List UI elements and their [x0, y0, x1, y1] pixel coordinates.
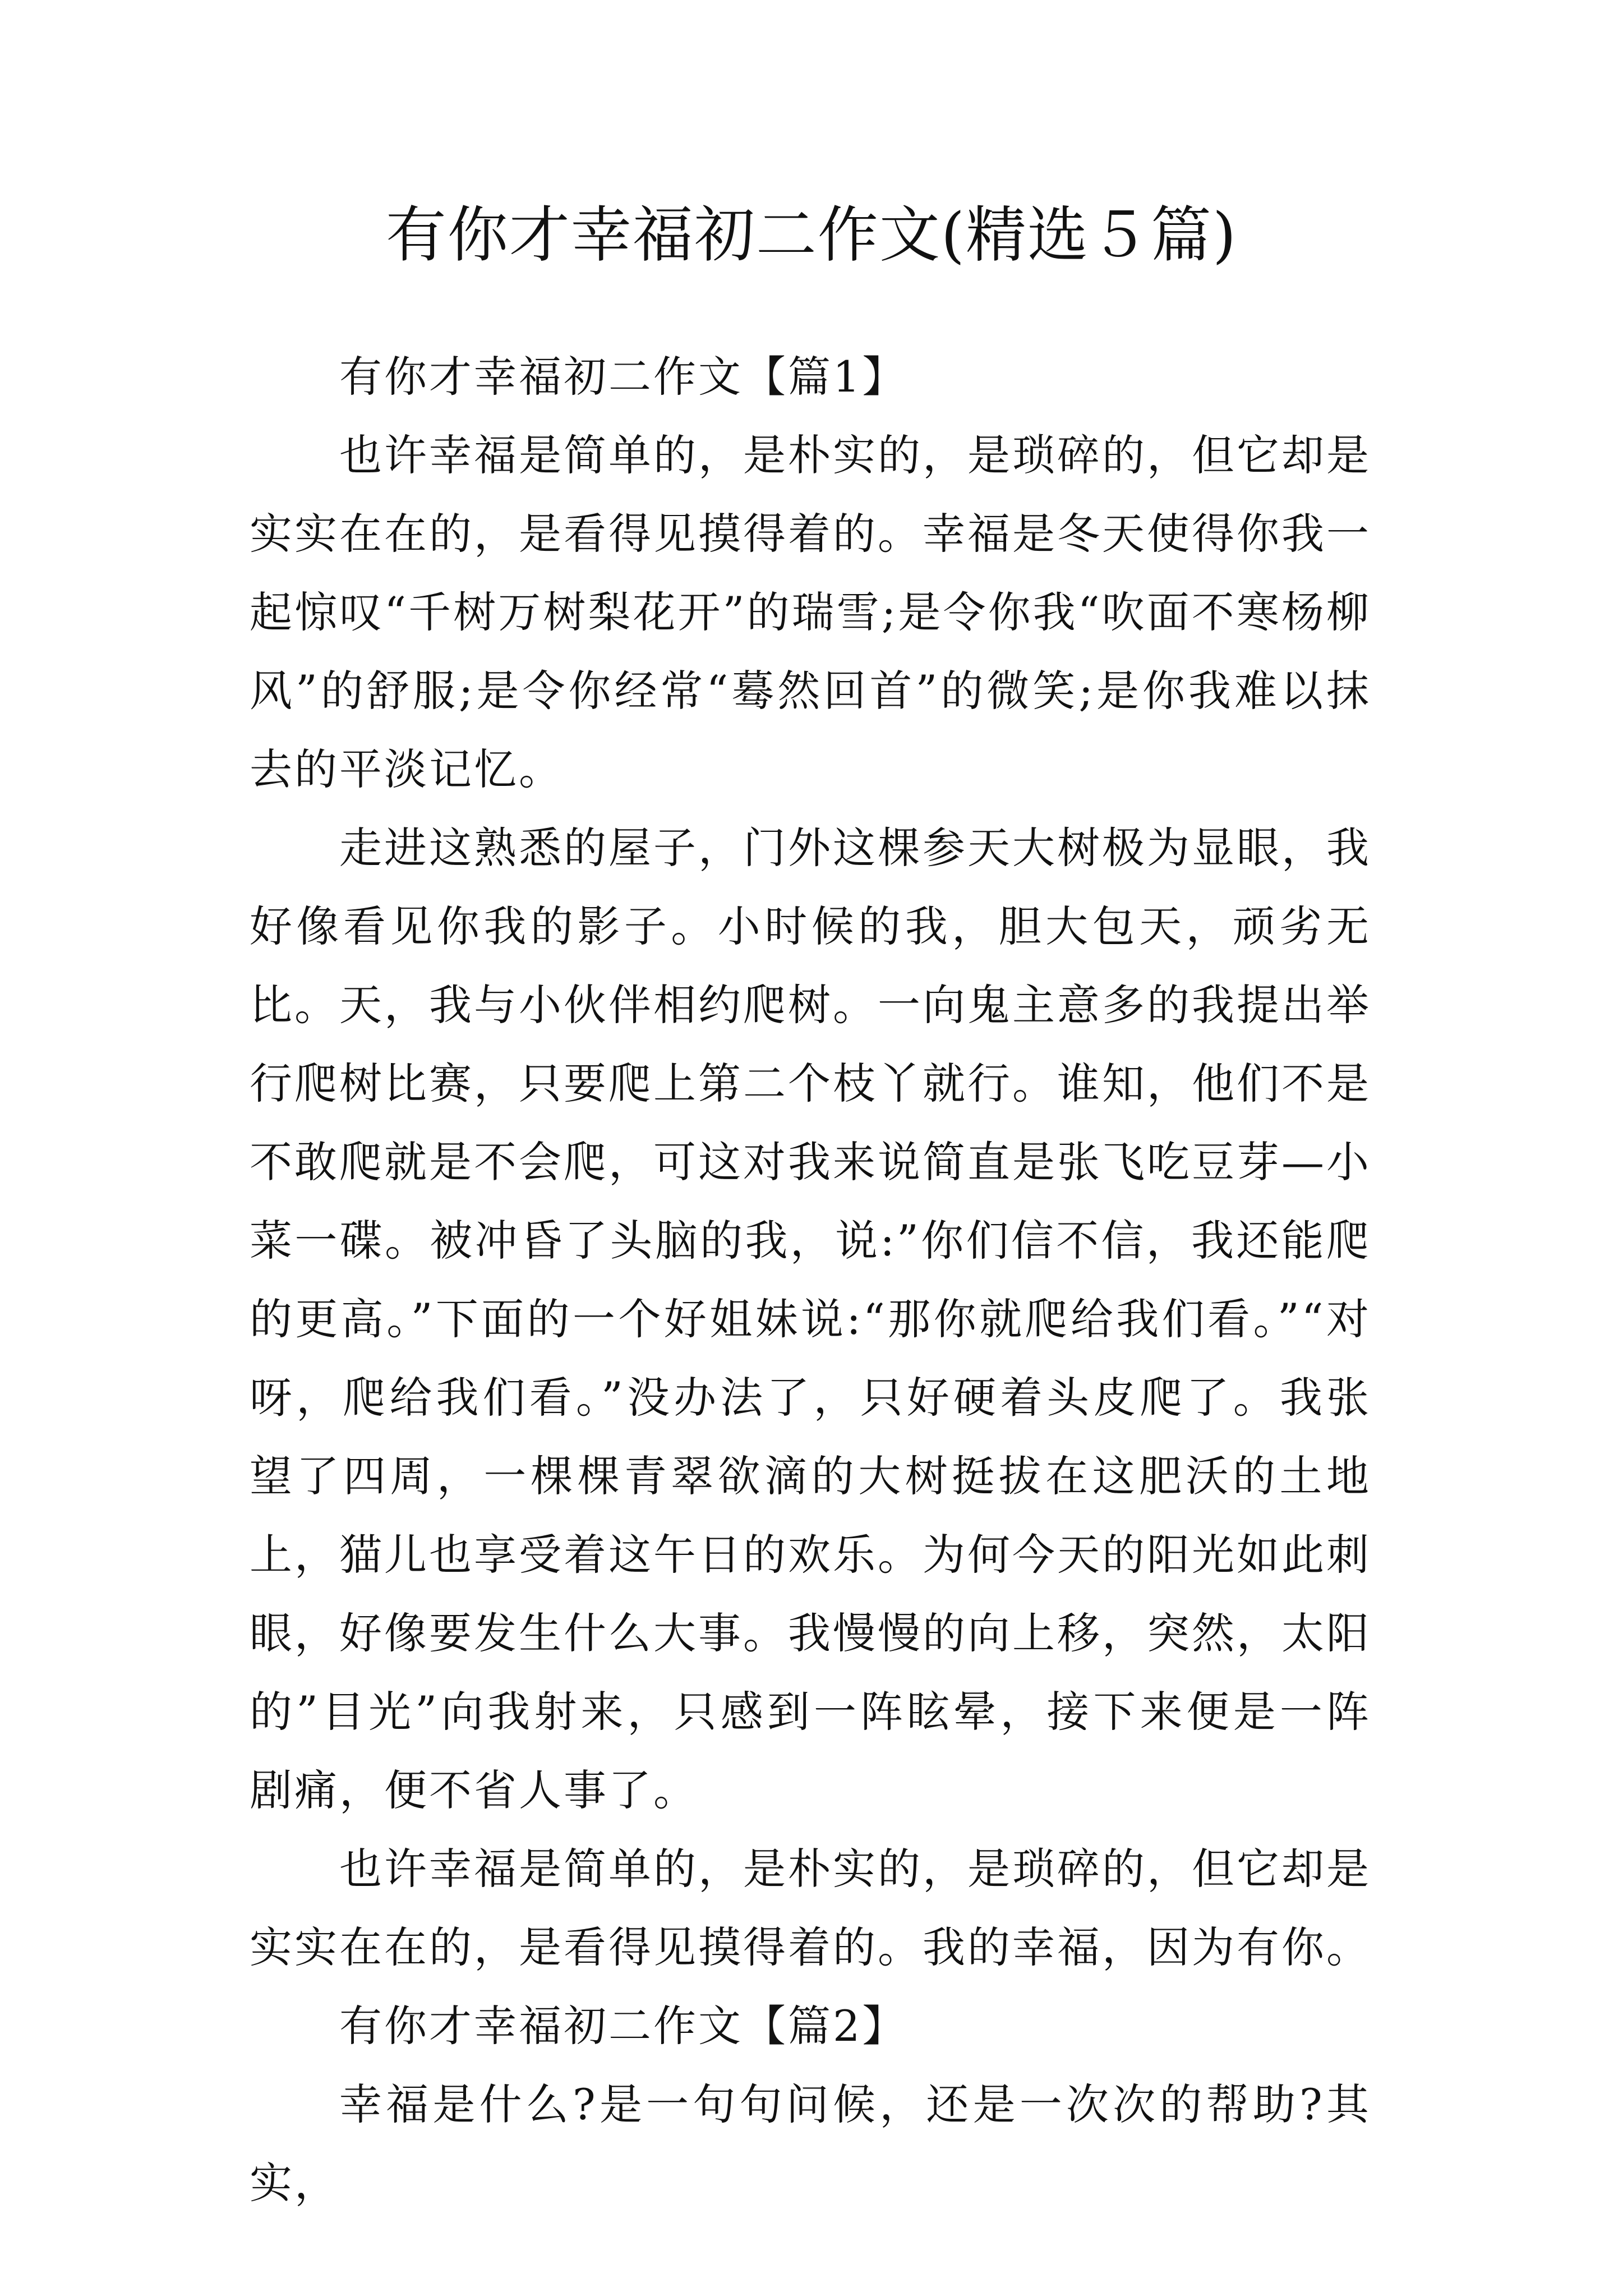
document-title: 有你才幸福初二作文(精选５篇)	[385, 200, 1238, 270]
body-paragraph: 幸福是什么?是一句句问候，还是一次次的帮助?其实，	[250, 2079, 1371, 2208]
section-heading-2: 有你才幸福初二作文【篇2】	[339, 2001, 907, 2051]
body-paragraph: 也许幸福是简单的，是朴实的，是琐碎的，但它却是实实在在的，是看得见摸得着的。幸福是冬天使得你我一起惊叹“千树万树梨花开”的瑞雪;是令你我“吹面不寒杨柳风”的舒服;是令你经常“蓦然回首”的微笑;是你我难以抹去的平淡记忆。	[250, 430, 1371, 794]
body-paragraph: 也许幸福是简单的，是朴实的，是琐碎的，但它却是实实在在的，是看得见摸得着的。我的幸福，因为有你。	[250, 1844, 1371, 1972]
body-paragraph: 走进这熟悉的屋子，门外这棵参天大树极为显眼，我好像看见你我的影子。小时候的我，胆大包天，顽劣无比。天，我与小伙伴相约爬树。一向鬼主意多的我提出举行爬树比赛，只要爬上第二个枝丫就行。谁知，他们不是不敢爬就是不会爬，可这对我来说简直是张飞吃豆芽—小菜一碟。被冲昏了头脑的我，说:”你们信不信，我还能爬的更高。”下面的一个好姐妹说:“那你就爬给我们看。”“对呀，爬给我们看。”没办法了，只好硬着头皮爬了。我张望了四周，一棵棵青翠欲滴的大树挺拔在这肥沃的土地上，猫儿也享受着这午日的欢乐。为何今天的阳光如此刺眼，好像要发生什么大事。我慢慢的向上移，突然，太阳的”目光”向我射来，只感到一阵眩晕，接下来便是一阵剧痛，便不省人事了。	[250, 823, 1371, 1815]
document-body	[250, 338, 1371, 2223]
section-heading-1: 有你才幸福初二作文【篇1】	[339, 352, 907, 402]
